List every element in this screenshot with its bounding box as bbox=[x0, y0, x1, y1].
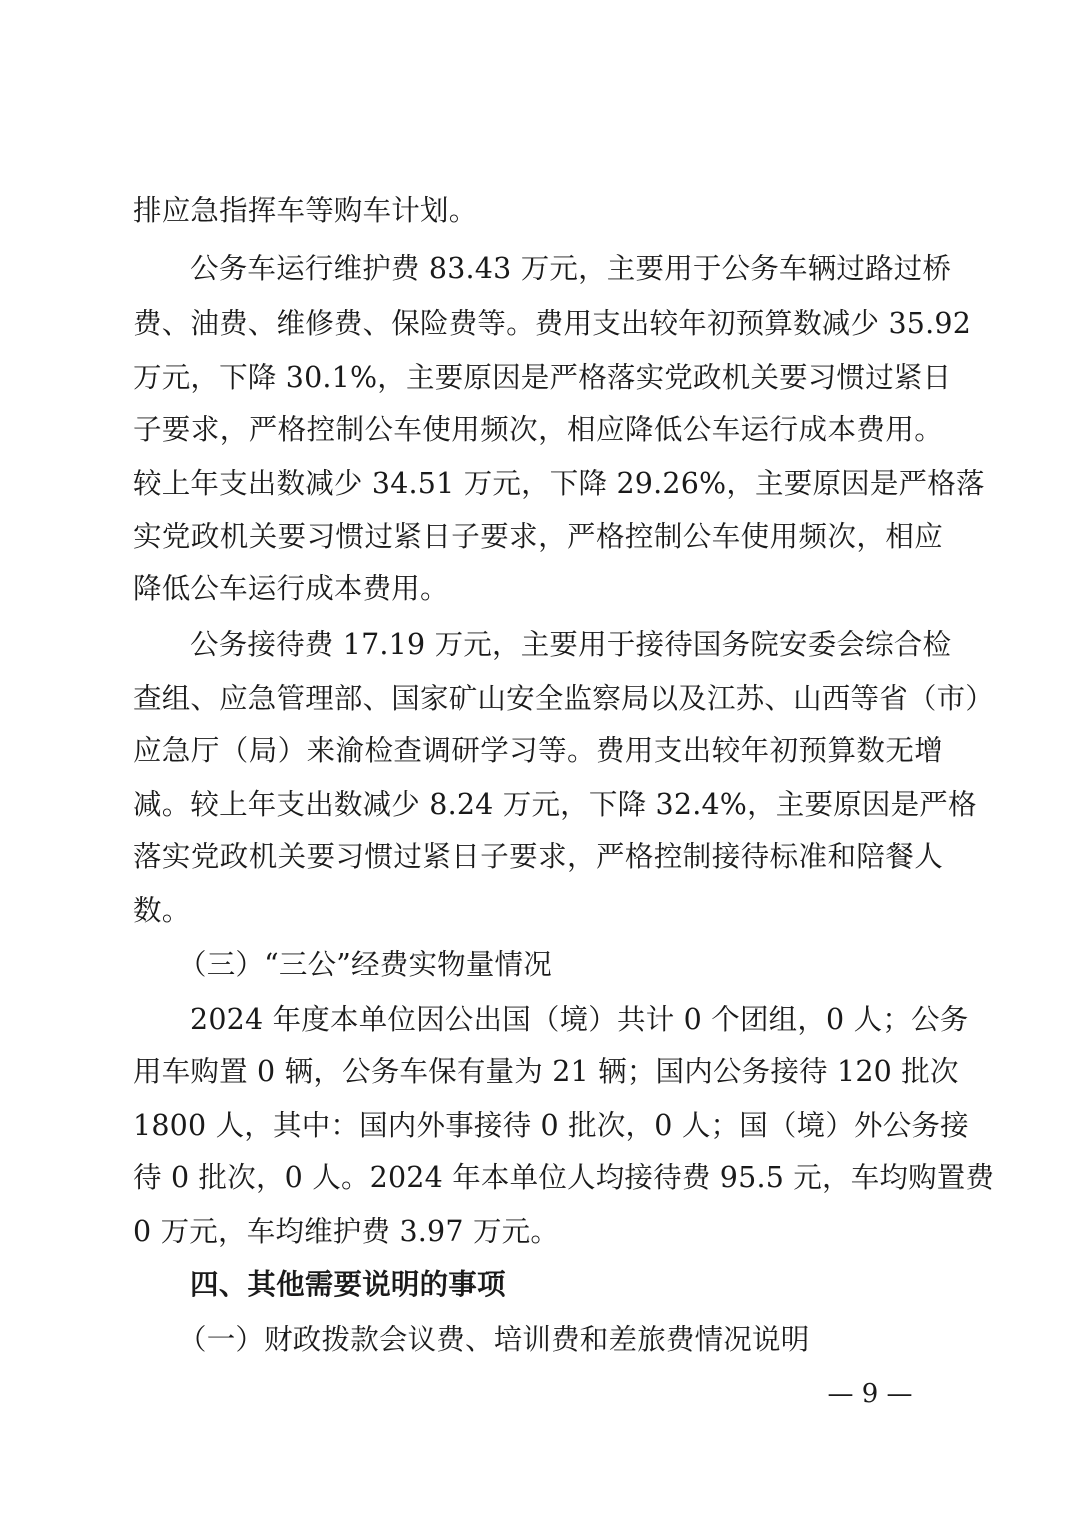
paragraph-line: 减。较上年支出数减少 8.24 万元，下降 32.4%，主要原因是严格 bbox=[133, 788, 977, 821]
paragraph-line: 2024 年度本单位因公出国（境）共计 0 个团组，0 人；公务 bbox=[190, 1003, 969, 1036]
paragraph-line: 万元，下降 30.1%，主要原因是严格落实党政机关要习惯过紧日 bbox=[133, 361, 952, 394]
paragraph-line: 实党政机关要习惯过紧日子要求，严格控制公车使用频次，相应 bbox=[133, 520, 943, 553]
paragraph-line: 降低公车运行成本费用。 bbox=[133, 572, 449, 605]
paragraph-line: 公务接待费 17.19 万元，主要用于接待国务院安委会综合检 bbox=[190, 628, 952, 661]
paragraph-line: 数。 bbox=[133, 894, 191, 927]
paragraph-line: 1800 人，其中：国内外事接待 0 批次，0 人；国（境）外公务接 bbox=[133, 1109, 969, 1142]
paragraph-line: 排应急指挥车等购车计划。 bbox=[133, 194, 478, 227]
page-number: — 9 — bbox=[827, 1379, 913, 1409]
paragraph-line: 0 万元，车均维护费 3.97 万元。 bbox=[133, 1215, 560, 1248]
paragraph-line: 公务车运行维护费 83.43 万元，主要用于公务车辆过路过桥 bbox=[190, 252, 952, 285]
paragraph-line: 待 0 批次，0 人。2024 年本单位人均接待费 95.5 元，车均购置费 bbox=[133, 1161, 995, 1194]
paragraph-line: 子要求，严格控制公车使用频次，相应降低公车运行成本费用。 bbox=[133, 413, 943, 446]
section-heading: 四、其他需要说明的事项 bbox=[190, 1268, 506, 1301]
paragraph-line: 落实党政机关要习惯过紧日子要求，严格控制接待标准和陪餐人 bbox=[133, 840, 943, 873]
subsection-heading: （一）财政拨款会议费、培训费和差旅费情况说明 bbox=[178, 1323, 810, 1356]
paragraph-line: 查组、应急管理部、国家矿山安全监察局以及江苏、山西等省（市） bbox=[133, 682, 995, 715]
paragraph-line: 较上年支出数减少 34.51 万元，下降 29.26%，主要原因是严格落 bbox=[133, 467, 985, 500]
paragraph-line: 费、油费、维修费、保险费等。费用支出较年初预算数减少 35.92 bbox=[133, 307, 972, 340]
section-heading: （三）“三公”经费实物量情况 bbox=[178, 948, 552, 981]
paragraph-line: 应急厅（局）来渝检查调研学习等。费用支出较年初预算数无增 bbox=[133, 734, 943, 767]
paragraph-line: 用车购置 0 辆，公务车保有量为 21 辆；国内公务接待 120 批次 bbox=[133, 1055, 959, 1088]
